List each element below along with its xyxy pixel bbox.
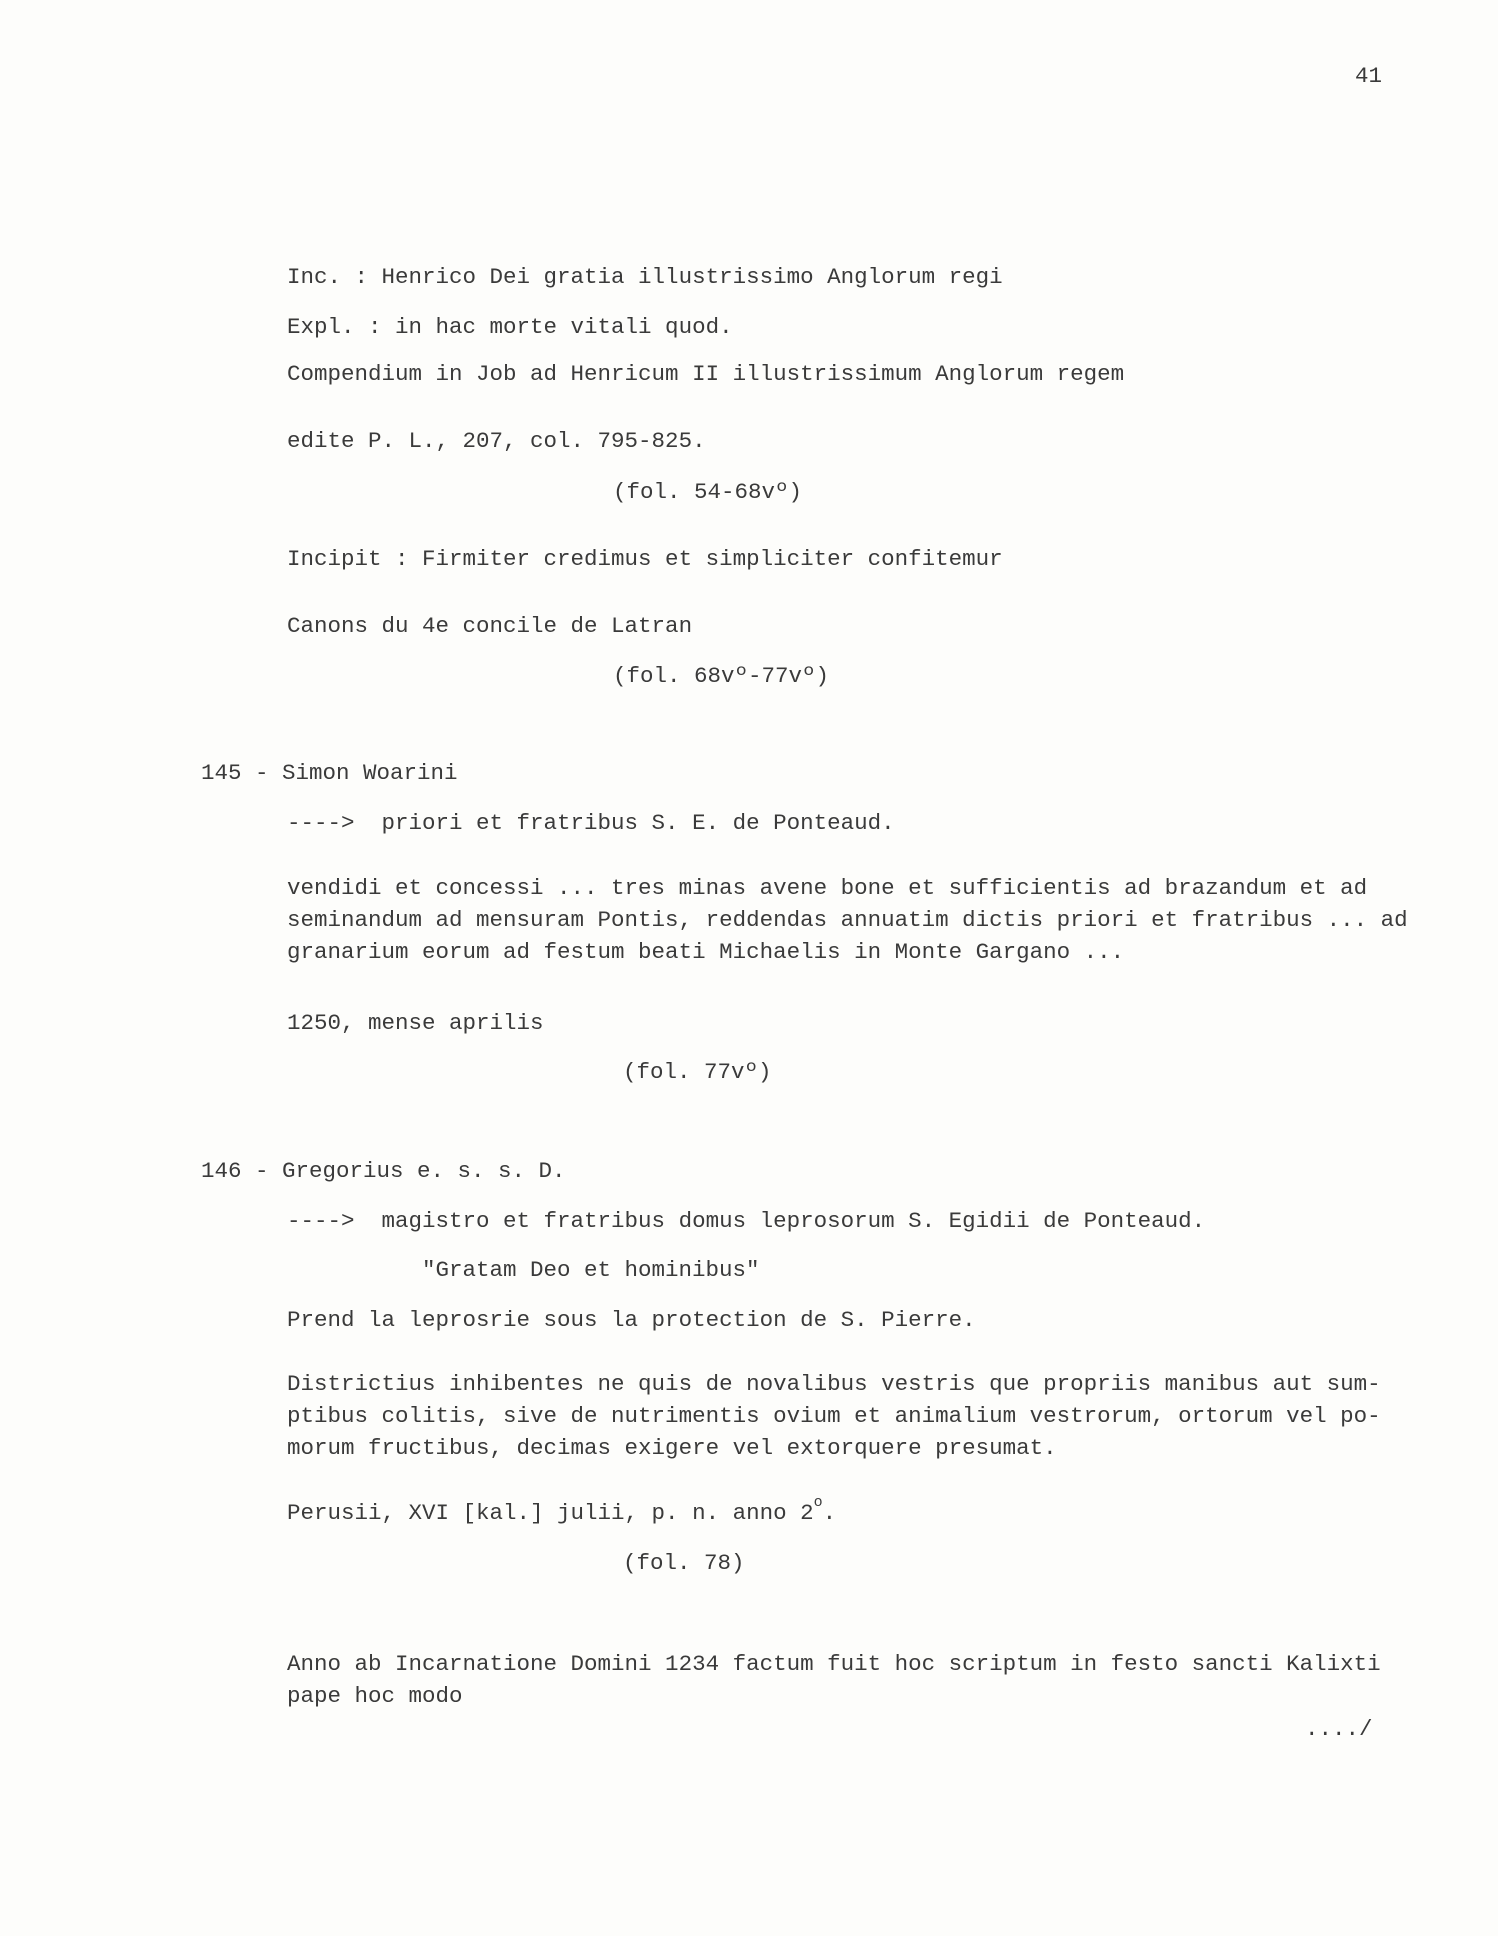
- closing-text-line: Anno ab Incarnatione Domini 1234 factum fuit hoc scriptum in festo sancti Kalixti: [287, 1651, 1381, 1677]
- entry-145-heading: 145 - Simon Woarini: [201, 760, 458, 786]
- incipit-line: Incipit : Firmiter credimus et simpliciter confitemur: [287, 546, 1003, 572]
- entry-145-recipient: ----> priori et fratribus S. E. de Ponteaud.: [287, 810, 895, 836]
- continuation-mark: ..../: [1305, 1716, 1373, 1742]
- entry-145-text-line: vendidi et concessi ... tres minas avene bone et sufficientis ad brazandum et ad: [287, 875, 1368, 901]
- entry-146-text-line: morum fructibus, decimas exigere vel extorquere presumat.: [287, 1435, 1057, 1461]
- folio-ref-2: (fol. 68vº-77vº): [613, 663, 830, 689]
- page-number: 41: [1355, 63, 1383, 89]
- entry-146-summary: Prend la leprosrie sous la protection de S. Pierre.: [287, 1307, 976, 1333]
- entry-146-date: [287, 1494, 837, 1529]
- entry-145-text-line: seminandum ad mensuram Pontis, reddendas annuatim dictis priori et fratribus ... ad: [287, 907, 1408, 933]
- entry-146-incipit-quote: "Gratam Deo et hominibus": [422, 1257, 760, 1283]
- folio-ref-3: (fol. 77vº): [623, 1059, 772, 1085]
- entry-146-date-sup: o: [813, 1494, 823, 1511]
- inc-line: Inc. : Henrico Dei gratia illustrissimo Anglorum regi: [287, 264, 1003, 290]
- entry-145-text-line: granarium eorum ad festum beati Michaelis in Monte Gargano ...: [287, 939, 1125, 965]
- entry-145-text: [287, 872, 1408, 968]
- entry-146-text-line: Districtius inhibentes ne quis de novalibus vestris que propriis manibus aut sum-: [287, 1371, 1381, 1397]
- entry-146-date-end: .: [822, 1500, 837, 1526]
- entry-145-date: 1250, mense aprilis: [287, 1010, 544, 1036]
- entry-146-text: [287, 1368, 1381, 1464]
- compendium-line: Compendium in Job ad Henricum II illustrissimum Anglorum regem: [287, 361, 1125, 387]
- closing-text-line: pape hoc modo: [287, 1683, 463, 1709]
- entry-146-recipient: ----> magistro et fratribus domus leprosorum S. Egidii de Ponteaud.: [287, 1208, 1206, 1234]
- folio-ref-4: (fol. 78): [623, 1550, 745, 1576]
- entry-146-heading: 146 - Gregorius e. s. s. D.: [201, 1158, 566, 1184]
- expl-line: Expl. : in hac morte vitali quod.: [287, 314, 733, 340]
- canons-line: Canons du 4e concile de Latran: [287, 613, 693, 639]
- edite-line: edite P. L., 207, col. 795-825.: [287, 428, 706, 454]
- closing-text: [287, 1648, 1381, 1712]
- entry-146-text-line: ptibus colitis, sive de nutrimentis ovium et animalium vestrorum, ortorum vel po-: [287, 1403, 1381, 1429]
- folio-ref-1: (fol. 54-68vº): [613, 479, 803, 505]
- entry-146-date-main: Perusii, XVI [kal.] julii, p. n. anno 2: [287, 1500, 814, 1526]
